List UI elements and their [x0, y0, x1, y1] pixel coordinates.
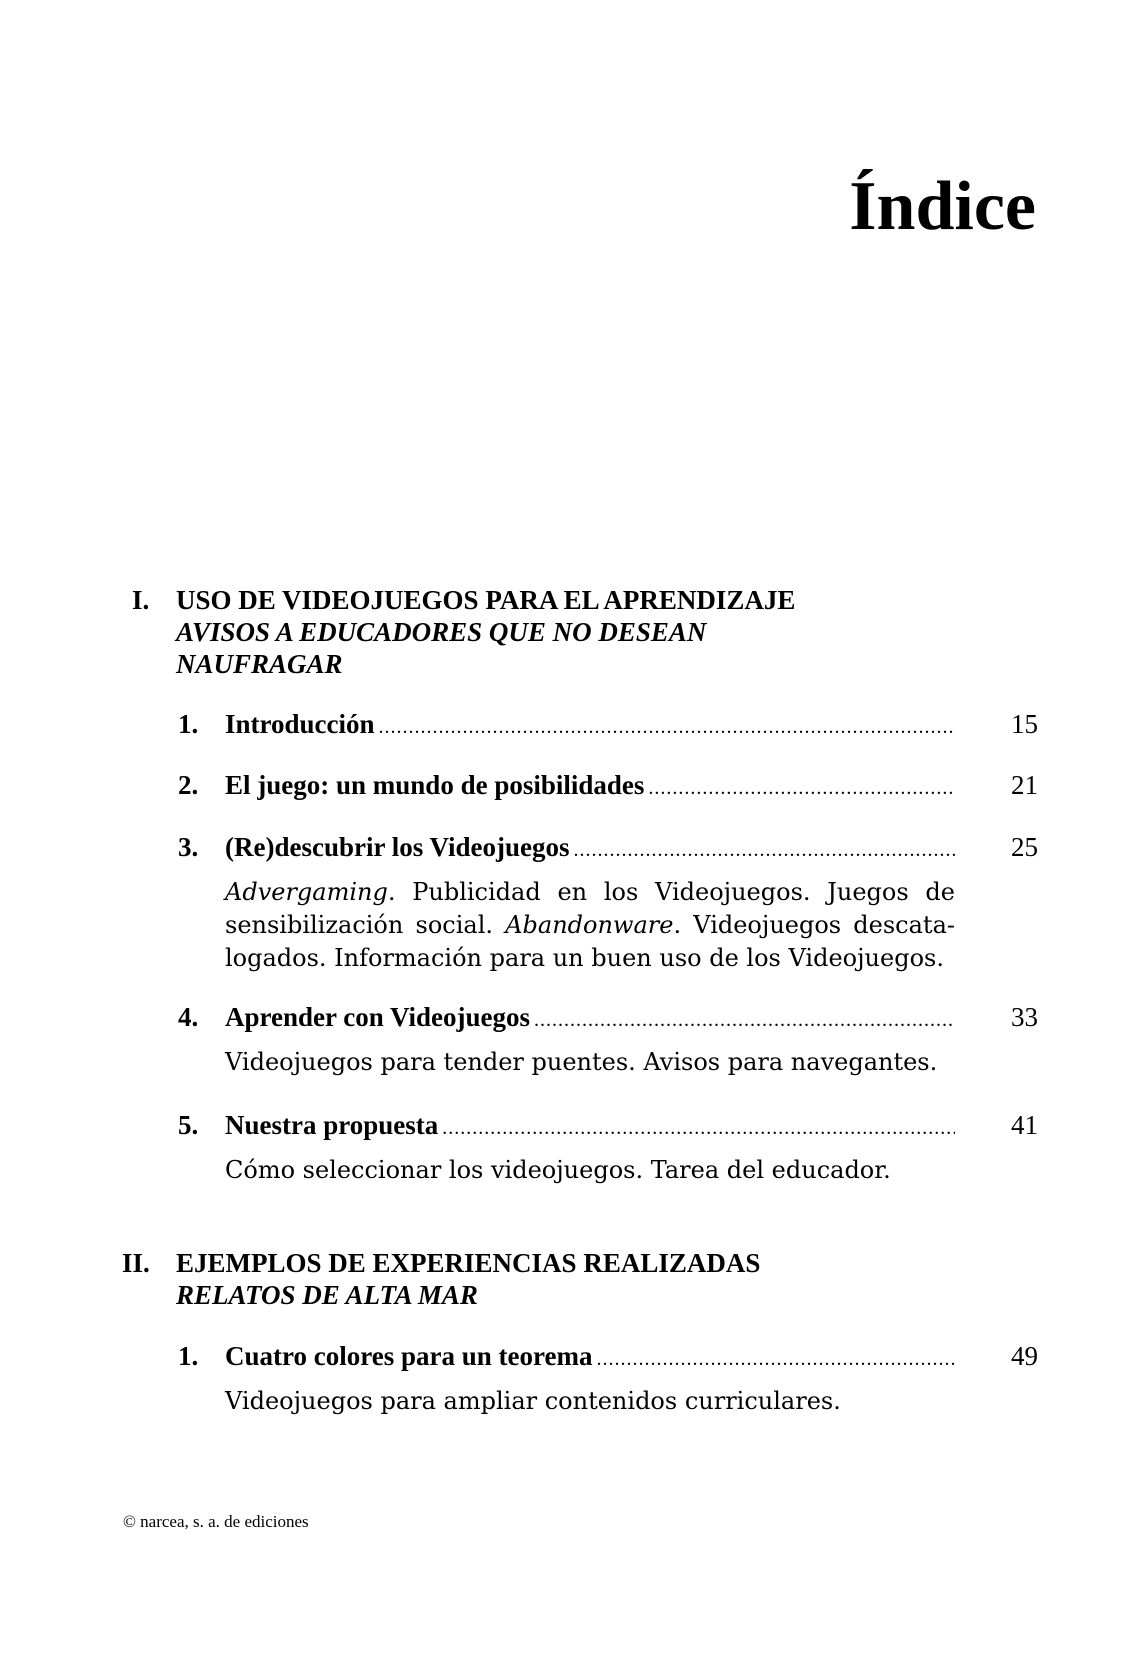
- part-number: II.: [122, 1248, 150, 1278]
- entry-number: 5.: [178, 1110, 199, 1140]
- part-number: I.: [132, 585, 150, 615]
- entry-description: Videojuegos para tender puentes. Avisos para navegantes.: [225, 1048, 938, 1076]
- entry-label[interactable]: Cuatro colores para un teorema: [225, 1341, 593, 1371]
- dot-leader: [596, 1343, 955, 1375]
- entry-number: 3.: [178, 832, 199, 862]
- part-heading-1: [132, 584, 892, 680]
- dot-leader: [379, 711, 955, 743]
- part-subtitle: AVISOS A EDUCADORES QUE NO DESEAN: [176, 617, 707, 647]
- entry-page: 33: [1011, 1002, 1038, 1032]
- entry-line: [225, 1109, 955, 1144]
- copyright-footer: © narcea, s. a. de ediciones: [123, 1512, 309, 1531]
- part-heading-2: [122, 1247, 882, 1311]
- entry-label[interactable]: Nuestra propuesta: [225, 1110, 439, 1140]
- dot-leader: [442, 1112, 955, 1144]
- entry-line: [225, 1001, 955, 1036]
- dot-leader: [648, 772, 955, 804]
- entry-number: 1.: [178, 709, 199, 739]
- page-title: Índice: [849, 168, 1036, 245]
- entry-description: [225, 876, 955, 975]
- entry-line: [225, 769, 955, 804]
- entry-page: 25: [1011, 832, 1038, 862]
- part-title: USO DE VIDEOJUEGOS PARA EL APRENDIZAJE: [176, 585, 796, 615]
- entry-number: 2.: [178, 770, 199, 800]
- description-term: Advergaming: [225, 878, 388, 906]
- dot-leader: [534, 1004, 955, 1036]
- entry-number: 1.: [178, 1341, 199, 1371]
- entry-line: [225, 831, 955, 866]
- entry-page: 21: [1011, 770, 1038, 800]
- part-subtitle: RELATOS DE ALTA MAR: [176, 1280, 478, 1310]
- entry-page: 15: [1011, 709, 1038, 739]
- entry-number: 4.: [178, 1002, 199, 1032]
- entry-label[interactable]: El juego: un mundo de posibilidades: [225, 770, 645, 800]
- description-term: Abandonware: [505, 911, 674, 939]
- entry-page: 41: [1011, 1110, 1038, 1140]
- dot-leader: [574, 834, 956, 866]
- entry-label[interactable]: (Re)descubrir los Videojuegos: [225, 832, 570, 862]
- entry-label[interactable]: Aprender con Videojuegos: [225, 1002, 531, 1032]
- description-text: . Publicidad en los Videojuegos. Juegos de sensibilización social.: [225, 878, 955, 939]
- entry-description: Cómo seleccionar los videojuegos. Tarea del educador.: [225, 1156, 891, 1184]
- entry-line: [225, 1340, 955, 1375]
- part-subtitle: NAUFRAGAR: [176, 649, 343, 679]
- part-title: EJEMPLOS DE EXPERIENCIAS REALIZADAS: [176, 1248, 761, 1278]
- description-text: . Videojuegos descata-logados. Información para un buen uso de los Videojuegos.: [225, 911, 955, 972]
- entry-description: Videojuegos para ampliar contenidos curriculares.: [225, 1387, 841, 1415]
- entry-page: 49: [1011, 1341, 1038, 1371]
- entry-label[interactable]: Introducción: [225, 709, 375, 739]
- entry-line: [225, 708, 955, 743]
